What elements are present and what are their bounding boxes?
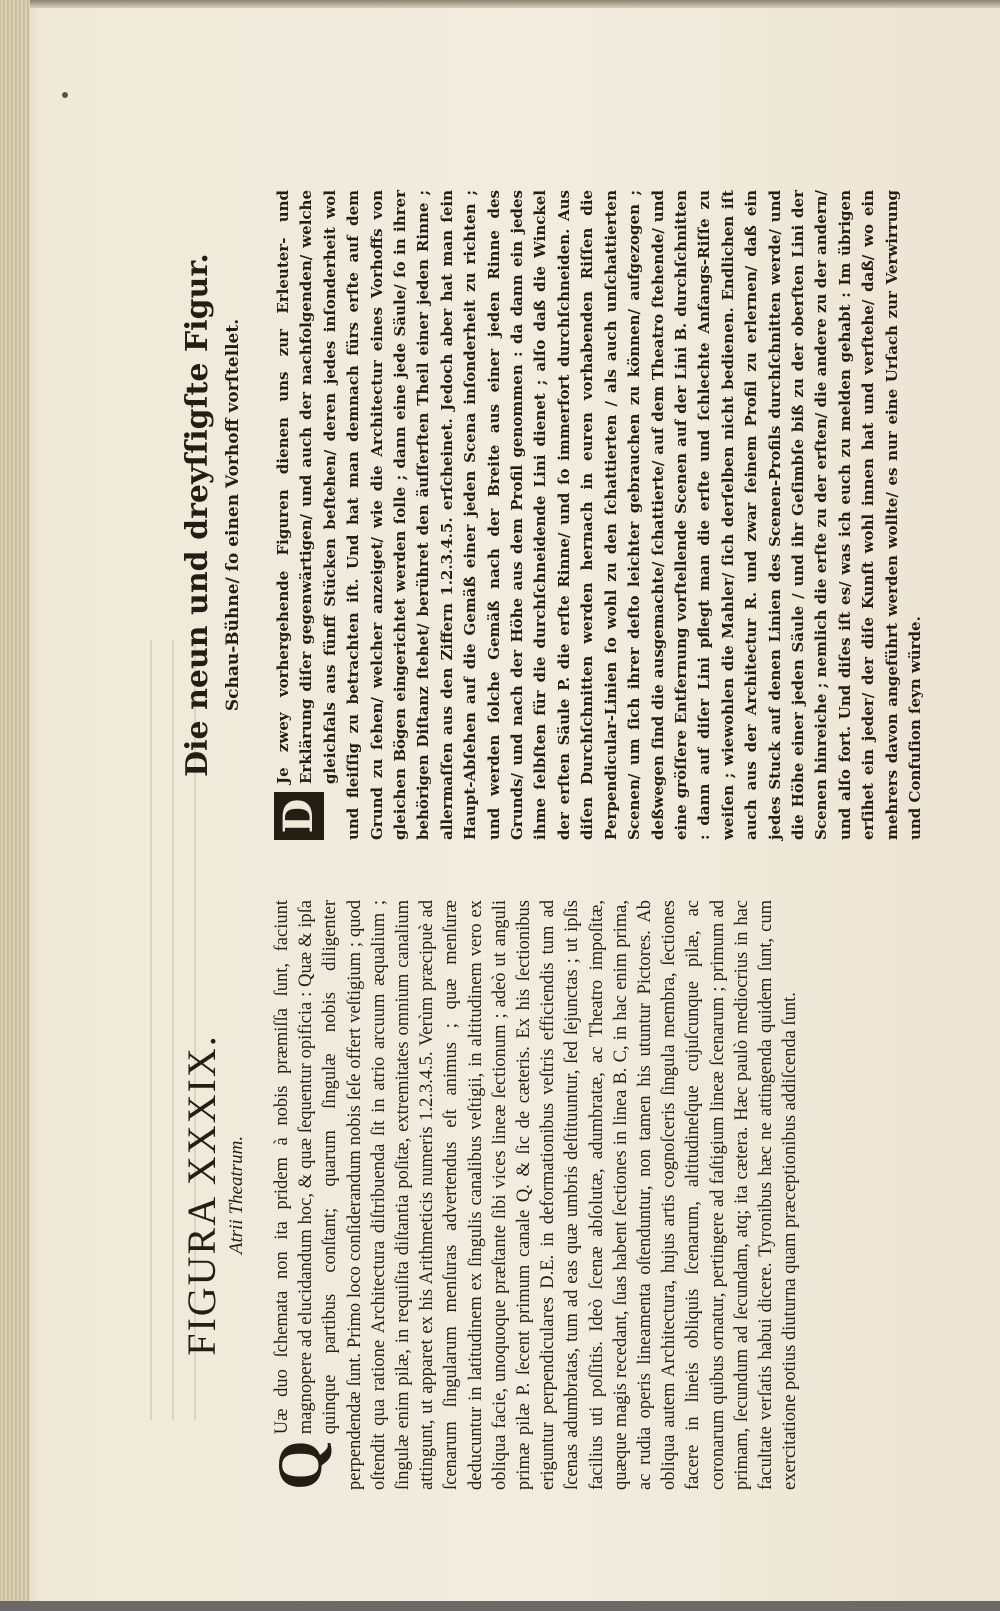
latin-title: FIGURA XXXIX. — [179, 1034, 224, 1356]
pin-hole-mark — [62, 92, 68, 98]
latin-dropcap: Q — [264, 1440, 335, 1490]
page-top-edge — [0, 0, 1000, 8]
german-title: Die neun und dreyſſigſte Figur. — [180, 253, 215, 777]
german-subtitle: Schau-Bühne/ ſo einen Vorhoff vorſtellet. — [223, 318, 243, 712]
german-text: Je zwey vorhergehende Figuren dienen uns zur Erleuter- und Erklärung diſer gegenwärtigen/ und auch der nachfolgenden/ welche gleichfals aus fünff Stücken beſtehen/ deren jedes inſonderheit wol und fleiſſig zu betrachten iſt. Und hat man demnach fürs erſte auf dem Grund zu ſehen/ welcher anzeiget/ wie die Architectur eines Vorhoffs von gleichen Bögen eingerichtet werden ſolle ; dann eine jede Säule/ ſo in ihrer behörigen Diſtanz ſtehet/ berühret den äuſſerſten Theil einer jeden Rinne ; allermaſſen aus den Ziffern 1.2.3.4.5. erſcheinet. Jedoch aber hat man ſein Haupt-Abſehen auf die Gemäß einer jeden Scena inſonderheit zu richten ; und werden ſolche Gemäß nach der Breite aus einer jeden Rinne des Grunds/ und nach der Höhe aus dem Profil genommen : da dann ein jedes ihme ſelbſten für die durchſchneidende Lini dienet ; alſo daß die Winckel der erſten Säule P. die erſte Rinne/ und ſo immerfort durchſchneiden. Aus diſen Durchſchnitten werden hernach in euren vorhabenden Riſſen die Perpendicular-Linien ſo wohl zu den ſchattierten / als auch unſchattierten Scenen/ um ſich ihrer deſto leichter gebrauchen zu können/ aufgezogen ; deßwegen ſind die ausgemachte/ ſchattierte/ auf dem Theatro ſtehende/ und eine gröſſere Entfernung vorſtellende Scenen auf der Lini B. durchſchnitten : dann auf diſer Lini pflegt man die erſte und ſchlechte Anfangs-Riſſe zu weiſen ; wiewohlen die Mahler/ ſich derſelben nicht bedienen. Endlichen iſt auch aus der Architectur R. und zwar ſeinem Profil zu erlernen/ daß ein jedes Stuck auf denen Linien des Scenen-Profils durchſchnitten werde/ und die Höhe einer jeden Säule / und ihr Geſimbſe biß zu der oberſten Lini der Scenen hinreiche ; nemlich die erſte zu der erſten/ die andere zu der andern/ und alſo fort. Und diſes iſt es/ was ich euch zu melden gehabt : Im übrigen erſihet ein jeder/ der diſe Kunſt wohl innen hat und verſtehe/ daß/ wo ein mehrers davon angeführt werden wollte/ es nur eine Urſach zur Verwirrung und Confuſion ſeyn würde. — [274, 190, 924, 840]
page-left-edge — [0, 0, 30, 1611]
latin-body — [264, 900, 802, 1490]
german-body — [272, 190, 927, 840]
latin-subtitle: Atrii Theatrum. — [226, 1135, 247, 1255]
page-bottom-edge — [0, 1601, 1000, 1611]
rotated-text-block — [179, 130, 924, 1490]
latin-text: Uæ duo ſchemata non ita pridem à nobis præmiſſa ſunt, faciunt magnopere ad elucidandum hoc, & quæ ſequentur opificia : Quæ & ipſa quinque partibus conſtant; quarum ſingulæ nobis diligenter perpendendæ ſunt. Primo loco conſiderandum nobis ſeſe offert veſtigium ; quod oſtendit qua ratione Architectura diſtribuenda ſit in atrio arcuum æqualium ; ſingulæ enim pilæ, in requiſita diſtantia poſitæ, extremitates omnium canalium attingunt, ut apparet ex his Arithmeticis numeris 1.2.3.4.5. Verùm præcipuè ad ſcenarum ſingularum menſuras advertendus eſt animus ; quæ menſuræ deducuntur in latitudinem ex ſingulis canalibus veſtigii, in altitudinem vero ex obliqua facie, unoquoque præſtante ſibi vices lineæ ſectionum ; adeò ut anguli primæ pilæ P. ſecent primum canale Q. & ſic de cæteris. Ex his ſectionibus eriguntur perpendiculares D.E. in deformationibus veſtris efficiendis tum ad ſcenas adumbratas, tum ad eas quæ umbris deſtituuntur, ſed ſejunctas ; ut ipſis facilius uti poſſitis. Ideò ſcenæ abſolutæ, adumbratæ, ac Theatro impoſitæ, quæque magis recedant, ſuas habent ſectiones in linea B. C, in hac enim prima, ac rudia operis lineamenta oſtenduntur, non tamen his utuntur Pictores. Ab obliqua autem Architectura, hujus artis cognoſceris ſingula membra, ſectiones facere in lineis obliquis ſcenarum, altitudineſque cujuſcunque pilæ, ac coronarum quibus ornatur, pertingere ad faſtigium lineæ ſcenarum ; primum ad primam, ſecundum ad ſecundam, atq; ita cætera. Hæc paulò mediocrius in hac facultate verſatis habui dicere. Tyronibus hæc ne attingenda quidem ſunt, cum exercitatione potius diuturna quam præceptionibus addiſcenda ſunt. — [272, 900, 801, 1490]
latin-column — [180, 900, 900, 1490]
german-column — [180, 190, 924, 840]
german-dropcap: D — [274, 792, 324, 840]
